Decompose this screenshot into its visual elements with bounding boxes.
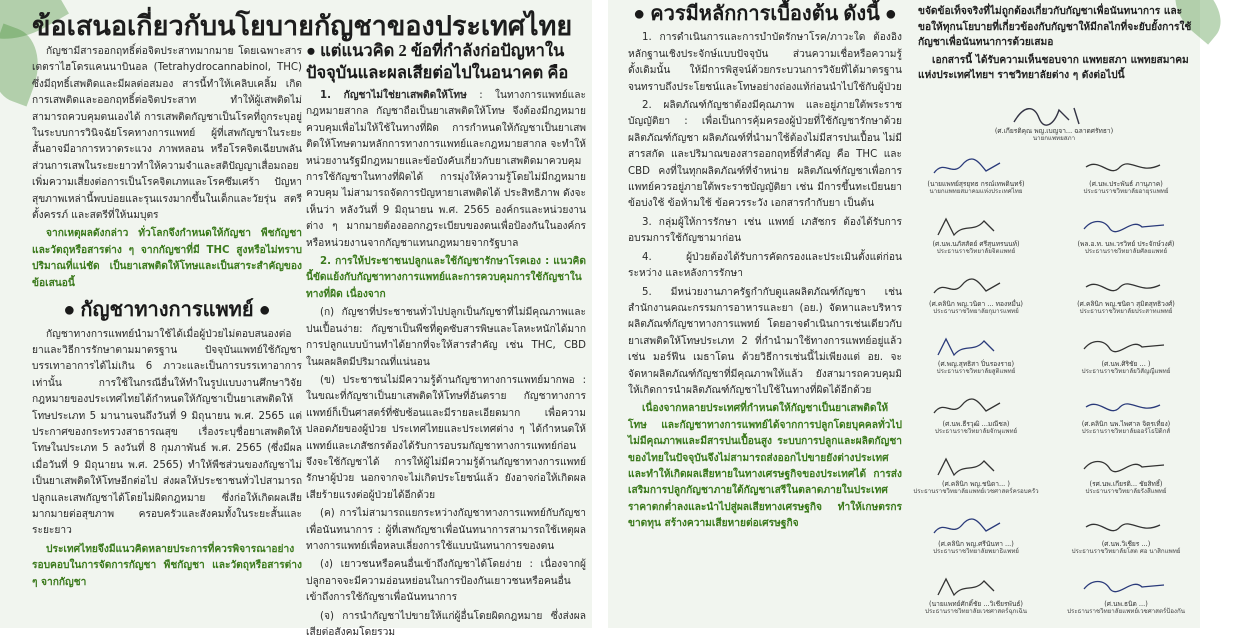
point-2c: (ค) การไม่สามารถแยกระหว่างกัญชาทางการแพทย์กับกัญชาเพื่อนันทนาการ : ผู้ที่เสพกัญชาเพื่อนันทนาการสามารถใช้เหตุผลทางการแพทย์เพื่อหลบเลี่ยงการใช้แบบนันทนาการของตน: [306, 508, 586, 552]
signatory-block: [902, 273, 1050, 325]
top-signatory: [954, 100, 1154, 152]
signatory-position: ประธานราชวิทยาลัยประสาทแพทย์: [1079, 308, 1173, 315]
signatory-block: [1052, 213, 1200, 265]
signatory-block: [902, 213, 1050, 265]
principle-5: 5. มีหน่วยงานภาครัฐกำกับดูแลผลิตภัณฑ์กัญชา เช่น สำนักงานคณะกรรมการอาหารและยา (อย.) จัดหาและบริหารผลิตภัณฑ์กัญชาทางการแพทย์ โดยอาจดำเนินการเช่นเดียวกับยาเสพติดให้โทษประเภท 2 ที่กำนำมาใช้ทางการแพทย์อยู่แล้ว เช่น มอร์ฟีน เมธาโดน ด้วยวิธีการเช่นนี้ไม่เพียงแต่ อย. จะจัดหาผลิตภัณฑ์กัญชาที่มีคุณภาพให้แล้ว ยังสามารถควบคุมมิให้เกิดการนำผลิตภัณฑ์กัญชาไปใช้ในทางที่ผิดได้อีกด้วย: [628, 286, 902, 396]
signature-mark: [930, 513, 1020, 541]
signatory-position: ประธานราชวิทยาลัยศัลยแพทย์: [1084, 248, 1168, 255]
signatory-name: (ศ.นพ.วิเชียร ...): [1101, 540, 1151, 548]
signatory-position: ประธานราชวิทยาลัยออร์โธปิดิกส์: [1081, 428, 1171, 435]
endorsement-block: [918, 4, 1194, 84]
signatory-name: (ศ.คลินิก พญ.ชนิดา สุมิตสุทธิวงศ์): [1077, 300, 1175, 308]
signatory-position: ประธานราชวิทยาลัยวิสัญญีแพทย์: [1081, 368, 1171, 375]
signatory-position: ประธานราชวิทยาลัยสูติแพทย์: [936, 368, 1016, 375]
left-page: [0, 0, 592, 638]
point-2d: (ง) เยาวชนหรือคนอื่นเข้าถึงกัญชาได้โดยง่าย : เนื่องจากผู้ปลูกอาจจะมีความอ่อนหย่อนในการป้องกันเยาวชนหรือคนอื่นเข้าถึงการใช้กัญชาเพื่อนันทนาการ: [306, 559, 586, 604]
signatory-block: [902, 453, 1050, 505]
principle-4: 4. ผู้ป่วยต้องได้รับการคัดกรองและประเมินตั้งแต่ก่อนระหว่าง และหลังการรักษา: [628, 251, 902, 280]
signatory-position: ประธานราชวิทยาลัยแพทย์เวชศาสตร์ป้องกัน: [1067, 608, 1185, 615]
signatory-block: [1052, 573, 1200, 625]
signatory-name: (ศ.เกียรติคุณ พญ.เบญจา... ฉลาดศรัทธา): [994, 127, 1114, 135]
signatory-name: (ศ.คลินิก พญ.ชนิดา... ): [942, 480, 1010, 488]
signatory-name: (ศ.คลินิก นพ.ไพศาล จิตรเที่ยง): [1081, 420, 1171, 428]
left-column-2: [306, 40, 586, 638]
point-1: 1. กัญชาไม่ใช่ยาเสพติดให้โทษ : ในทางการแพทย์และกฎหมายสากล กัญชาถือเป็นยาเสพติดให้โทษ จึงต้องมีกฎหมายควบคุมเพื่อไม่ให้ใช้ในทางที่ผิด การกำหนดให้กัญชาเป็นยาเสพติดให้โทษตามหลักการทางการแพทย์และกฎหมายสากล จะทำให้หน่วยงานรัฐมีกฎหมายและข้อบังคับเกี่ยวกับยาเสพติดมาควบคุมการใช้กัญชาในทางที่ผิดได้ การมุ่งให้ความรู้โดยไม่มีกฎหมายควบคุม ไม่สามารถจัดการปัญหายาเสพติดได้ ประสิทธิภาพ ดังจะเห็นว่า หลังวันที่ 9 มิถุนายน พ.ศ. 2565 องค์กรและหน่วยงานต่าง ๆ มากมายต้องออกกฎระเบียบของตนเพื่อป้องกันในองค์กรหรือหน่วยงานจากกัญชาแทนกฎหมายจากรัฐบาล: [306, 90, 586, 249]
signature-mark: [930, 153, 1020, 181]
principle-2: 2. ผลิตภัณฑ์กัญชาต้องมีคุณภาพ และอยู่ภายใต้พระราชบัญญัติยา : เพื่อเป็นการคุ้มครองผู้ป่วยที่ใช้กัญชารักษาด้วยผลิตภัณฑ์กัญชา ผลิตภัณฑ์ที่นำมาใช้ต้องไม่มีสารปนเปื้อน ไม่มีสารสกัด และปริมาณของสารออกฤทธิ์ที่สำคัญ คือ THC และ CBD คงที่ในทุกผลิตภัณฑ์ที่จำหน่าย ผลิตภัณฑ์กัญชาเพื่อการแพทย์ควรอยู่ภายใต้พระราชบัญญัติยา เช่น มีการขึ้นทะเบียนยา ข้อบ่งใช้ ข้อห้ามใช้ ข้อควรระวัง เอกสารกำกับยา เป็นต้น: [628, 100, 902, 210]
signatory-position: ประธานราชวิทยาลัยรังสีแพทย์: [1085, 488, 1167, 495]
signature-mark: [930, 333, 1020, 361]
page-gap: [592, 0, 608, 628]
signatory-name: (ศ.คลินิก พญ.ศรีนันทา ...): [938, 540, 1014, 548]
signatory-name: (นายแพทย์ศักดิ์ชัย ...วิเชียรพันธ์): [929, 600, 1023, 608]
signature-mark: [1080, 573, 1170, 601]
signature-mark: [1080, 393, 1170, 421]
signatory-name: (ศ.นพ.ธีรวุฒิ ...มณีชล): [942, 420, 1010, 428]
signatory-block: [1052, 273, 1200, 325]
signature-mark: [930, 393, 1020, 421]
signature-mark: [1080, 513, 1170, 541]
signatory-block: [902, 573, 1050, 625]
signatures-grid: [902, 95, 1200, 628]
signature-mark: [930, 273, 1020, 301]
signatory-name: (ศ.นพ.ธนิต ...): [1104, 600, 1148, 608]
signature-mark: [930, 213, 1020, 241]
principle-1: 1. การดำเนินการและการบำบัดรักษาโรค/ภาวะใด ต้องอิงหลักฐานเชิงประจักษ์แบบปัจจุบัน ส่วนความเชื่อหรือความรู้ดั้งเดิมนั้น ให้มีการพิสูจน์ด้วยกระบวนการวิจัยที่ได้มาตรฐาน จนทราบถึงประโยชน์และโทษอย่างถ่องแท้ก่อนนำไปใช้กับผู้ป่วย: [628, 32, 902, 93]
principle-3: 3. กลุ่มผู้ให้การรักษา เช่น แพทย์ เภสัชกร ต้องได้รับการอบรมการใช้กัญชามาก่อน: [628, 216, 902, 245]
signatory-position: นายกแพทยสภา: [1032, 135, 1076, 142]
endorse-text: เอกสารนี้ ได้รับความเห็นชอบจาก แพทยสภา แพทยสมาคมแห่งประเทศไทยฯ ราชวิทยาลัยต่าง ๆ ดังต่อไปนี้: [918, 54, 1189, 81]
signatory-block: [1052, 453, 1200, 505]
point-2a: (ก) กัญชาที่ประชาชนทั่วไปปลูกเป็นกัญชาที่ไม่มีคุณภาพและปนเปื้อนง่าย: กัญชาเป็นพืชที่ดูดซับสารพิษและโลหะหนักได้มาก การปลูกแบบบ้านทำได้ยากที่จะให้สารสำคัญ เช่น THC, CBD ในผลผลิตมีปริมาณที่แน่นอน: [306, 307, 586, 368]
left-column-1: [32, 44, 302, 628]
signature-mark: [1080, 213, 1170, 241]
signatory-position: ประธานราชวิทยาลัยอายุรแพทย์: [1083, 188, 1169, 195]
signature-mark: [1080, 333, 1170, 361]
signatory-block: [1052, 153, 1200, 205]
signatory-position: นายกแพทยสมาคมแห่งประเทศไทย: [929, 188, 1023, 195]
signatory-position: ประธานราชวิทยาลัยแพทย์เวชศาสตร์ครอบครัว: [913, 488, 1039, 495]
signatory-block: [1052, 333, 1200, 385]
signatory-name: (ศ.นพ.นภัสสัตย์ ศรีสุนทรนนท์): [932, 240, 1020, 248]
signatory-position: ประธานราชวิทยาลัยเวชศาสตร์ฉุกเฉิน: [925, 608, 1027, 615]
medical-highlight: ประเทศไทยจึงมีแนวคิดหลายประการที่ควรพิจารณาอย่างรอบคอบในการจัดการกัญชา พืชกัญชา และวัตถุหรือสารต่าง ๆ จากกัญชา: [32, 543, 302, 588]
section-heading-medical: ● กัญชาทางการแพทย์ ●: [63, 299, 271, 322]
signature-mark: [930, 453, 1020, 481]
signatory-block: [1052, 513, 1200, 565]
document-title: ข้อเสนอเกี่ยวกับนโยบายกัญชาของประเทศไทย: [32, 11, 573, 41]
signatory-position: ประธานราชวิทยาลัยกุมารแพทย์: [933, 308, 1019, 315]
section-heading-principles: ● ควรมีหลักการเบื้องต้น ดังนี้ ●: [633, 3, 897, 25]
intro-lines: ขจัดข้อเท็จจริงที่ไม่ถูกต้องเกี่ยวกับกัญชาเพื่อนันทนาการ และขอให้ทุกนโยบายที่เกี่ยวข้องกับกัญชาให้มีกลไกที่จะยับยั้งการใช้กัญชาเพื่อนันทนาการด้วยเสมอ: [918, 6, 1192, 48]
closing-highlight: เนื่องจากหลายประเทศที่กำหนดให้กัญชาเป็นยาเสพติดให้โทษ และกัญชาทางการแพทย์ได้จากการปลูกโดยบุคคลทั่วไปไม่มีคุณภาพและมีสารปนเปื้อนสูง ระบบการปลูกและผลิตกัญชาของไทยในปัจจุบันจึงไม่สามารถส่งออกไปขายยังต่างประเทศและทำให้เกิดผลเสียหายในทางเศรษฐกิจของประเทศได้ การส่งเสริมการปลูกกัญชาภายใต้กัญชาเสรีในตลาดภายในประเทศ ราคาตกต่ำลงและนำไปสู่ผลเสียทางเศรษฐกิจ ทำให้เกษตรกรขาดทุน สร้างความเสียหายต่อเศรษฐกิจ: [628, 403, 902, 530]
signatory-name: (รศ.นพ.เกียรติ... ชัยสิทธิ์): [1089, 480, 1163, 488]
signatory-block: [902, 153, 1050, 205]
point-2-title: 2. การให้ประชาชนปลูกและใช้กัญชารักษาโรคเอง : แนวคิดนี้ขัดแย้งกับกัญชาทางการแพทย์และการควบคุมการใช้กัญชาในทางที่ผิด เนื่องจาก: [306, 256, 586, 300]
signatory-position: ประธานราชวิทยาลัยโสต ศอ นาสิกแพทย์: [1071, 548, 1181, 555]
right-column-1: [628, 2, 902, 628]
signatory-block: [902, 513, 1050, 565]
point-2e: (จ) การนำกัญชาไปขายให้แก่ผู้อื่นโดยผิดกฎหมาย ซึ่งส่งผลเสียต่อสังคมโดยรวม: [306, 610, 586, 638]
point-1-title: 1. กัญชาไม่ใช่ยาเสพติดให้โทษ: [320, 90, 467, 101]
signature-mark: [1080, 273, 1170, 301]
signatory-name: (ศ.พญ.สุทธิสา ปิ่นรองราย): [937, 360, 1015, 368]
signatory-block: [902, 393, 1050, 445]
medical-paragraph: กัญชาทางการแพทย์นำมาใช้ได้เมื่อผู้ป่วยไม่ตอบสนองต่อยาและวิธีการรักษาตามมาตรฐาน ปัจจุบันแพทย์ใช้กัญชาบรรเทาอาการได้ไม่เกิน 6 ภาวะและเป็นการบรรเทาอาการเท่านั้น การใช้ในกรณีอื่นให้ทำในรูปแบบงานศึกษาวิจัย กฎหมายของประเทศไทยได้กำหนดให้กัญชาเป็นยาเสพติดให้โทษประเภท 5 มานานจนถึงวันที่ 9 มิถุนายน พ.ศ. 2565 แต่ประกาศของกระทรวงสาธารณสุข เรื่องระบุชื่อยาเสพติดให้โทษในประเภท 5 ลงวันที่ 8 กุมภาพันธ์ พ.ศ. 2565 (ซึ่งมีผลเมื่อวันที่ 9 มิถุนายน พ.ศ. 2565) ทำให้พืชส่วนของกัญชาไม่เป็นยาเสพติดให้โทษอีกต่อไป ส่งผลให้ประชาชนทั่วไปสามารถปลูกและเสพกัญชาได้โดยไม่ผิดกฎหมาย ซึ่งก่อให้เกิดผลเสียมากมายต่อสุขภาพ ครอบครัวและสังคมทั้งในระยะสั้นและระยะยาว: [32, 328, 302, 537]
signature-mark: [930, 573, 1020, 601]
signatory-position: ประธานราชวิทยาลัยจักษุแพทย์: [934, 428, 1018, 435]
signatory-position: ประธานราชวิทยาลัยพยาธิแพทย์: [933, 548, 1019, 555]
intro-paragraph: กัญชามีสารออกฤทธิ์ต่อจิตประสาทมากมาย โดยเฉพาะสารเตตราไฮโดรแคนนาบินอล (Tetrahydrocannabinol, THC) ซึ่งมีฤทธิ์เสพติดและมีผลต่อสมอง สารนี้ทำให้เคลิบเคลิ้ม เกิดการเสพติดและออกฤทธิ์ต่อจิตประสาท ทำให้ผู้เสพติดไม่สามารถควบคุมตนเองได้ การเสพติดกัญชาเป็นโรคที่ถูกระบุอยู่ในระบบการวินิจฉัยโรคทางการแพทย์ ผู้ที่เสพกัญชาในระยะสั้นอาจมีอาการหวาดระแวง ภาพหลอน หรือโรคจิตเฉียบพลัน ส่วนการเสพในระยะยาวทำให้ความจำและสติปัญญาเสื่อมถอย เพิ่มความเสี่ยงต่อการเป็นโรคจิตเภทและโรคซึมเศร้า ปัญหาสุขภาพเหล่านี้พบบ่อยและรุนแรงมากขึ้นในเด็กและวัยรุ่น สตรีตั้งครรภ์ และสตรีที่ให้นมบุตร: [32, 46, 302, 222]
signatory-name: (นายแพทย์สุรยุทธ กรณ์เทพดินทร์): [927, 180, 1025, 188]
signature-mark: [1080, 153, 1170, 181]
signatory-block: [902, 333, 1050, 385]
points-heading: ● แต่แนวคิด 2 ข้อที่กำลังก่อปัญหาในปัจจุบันและผลเสียต่อไปในอนาคต คือ: [306, 41, 569, 82]
signatory-name: (ศ.นพ.ศิริชัย ... ): [1101, 360, 1151, 368]
highlight-note: จากเหตุผลดังกล่าว ทั่วโลกจึงกำหนดให้กัญชา พืชกัญชา และวัตถุหรือสารต่าง ๆ จากกัญชาที่มี THC สูงหรือไม่ทราบปริมาณที่แน่ชัด เป็นยาเสพติดให้โทษและเป็นสาระสำคัญของข้อเสนอนี้: [32, 228, 302, 289]
signatory-position: ประธานราชวิทยาลัยจิตแพทย์: [936, 248, 1016, 255]
signature-mark: [1080, 453, 1170, 481]
signatory-name: (พล.อ.ท. นพ.วรวิทย์ ประจักษ์วงศ์): [1077, 240, 1175, 248]
point-2b: (ข) ประชาชนไม่มีความรู้ด้านกัญชาทางการแพทย์มากพอ : ในขณะที่กัญชาเป็นยาเสพติดให้โทษที่อันตราย กัญชาทางการแพทย์ก็เป็นศาสตร์ที่ซับซ้อนและมีรายละเอียดมาก เพื่อความปลอดภัยของผู้ป่วย ประเทศไทยและประเทศต่าง ๆ ได้กำหนดให้แพทย์และเภสัชกรต้องได้รับการอบรมกัญชาทางการแพทย์ก่อนจึงจะใช้กัญชาได้ การให้ผู้ไม่มีความรู้ด้านกัญชาทางการแพทย์รักษาผู้ป่วย นอกจากจะไม่เกิดประโยชน์แล้ว ยังอาจก่อให้เกิดผลเสียร้ายแรงต่อผู้ป่วยได้อีกด้วย: [306, 374, 586, 501]
signature-mark: [1009, 100, 1099, 128]
signatory-block: [1052, 393, 1200, 445]
signatory-name: (ศ.คลินิก พญ.วนิดา ... ทองหมื่น): [929, 300, 1023, 308]
signatory-name: (ศ.นพ.ประพันธ์ ภานุภาค): [1089, 180, 1163, 188]
